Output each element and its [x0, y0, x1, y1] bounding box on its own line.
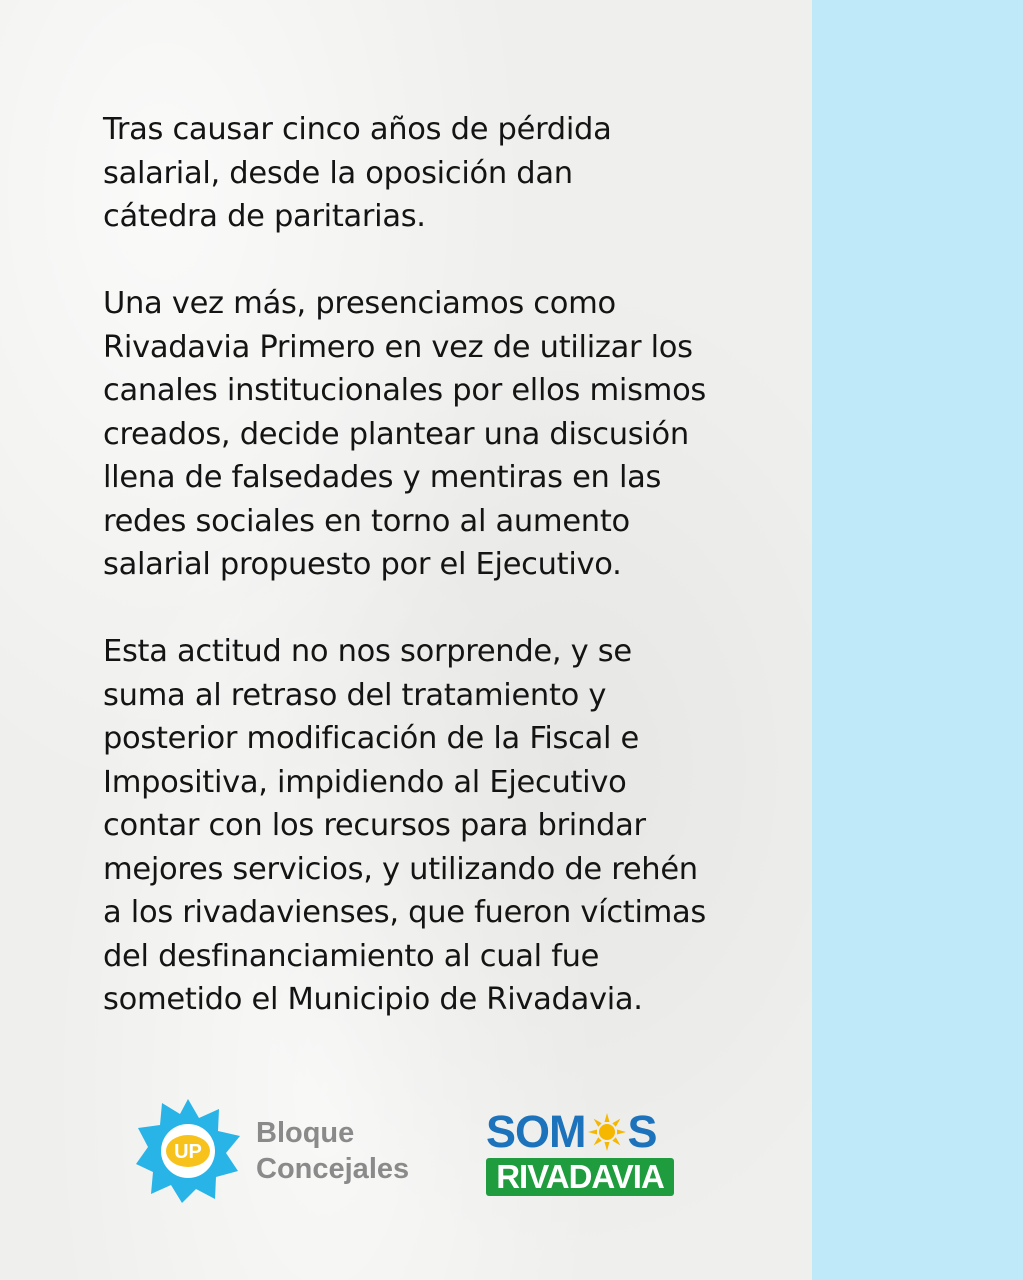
somos-text-right: S — [627, 1106, 657, 1157]
up-sun-emblem-icon — [134, 1097, 242, 1205]
statement-text — [103, 108, 803, 1022]
up-emblem-text: UP — [174, 1141, 202, 1163]
rivadavia-banner: RIVADAVIA — [486, 1158, 674, 1196]
somos-wordmark — [486, 1106, 674, 1157]
somos-text-left: SOM — [486, 1106, 586, 1157]
up-logo-line-2: Concejales — [256, 1153, 410, 1185]
up-bloque-logo — [134, 1097, 409, 1205]
up-logo-wordmark — [256, 1115, 409, 1187]
side-stripe — [812, 0, 1023, 1280]
up-logo-line-1: Bloque — [256, 1117, 355, 1149]
paragraph-1: Tras causar cinco años de pérdida salarial, desde la oposición dan cátedra de paritarias. — [103, 112, 612, 234]
paragraph-2: Una vez más, presenciamos como Rivadavia Primero en vez de utilizar los canales institucionales por ellos mismos creados, decide plantear una discusión llena de falsedades y mentiras en las redes sociales en torno al aumento salarial propuesto por el Ejecutivo. — [103, 286, 707, 582]
sun-icon — [587, 1112, 627, 1152]
paragraph-3: Esta actitud no nos sorprende, y se suma al retraso del tratamiento y posterior modificación de la Fiscal e Impositiva, impidiendo al Ejecutivo contar con los recursos para brindar mejores servicios, y utilizando de rehén a los rivadavienses, que fueron víctimas del desfinanciamiento al cual fue sometido el Municipio de Rivadavia. — [103, 634, 707, 1017]
somos-rivadavia-logo — [486, 1106, 674, 1196]
